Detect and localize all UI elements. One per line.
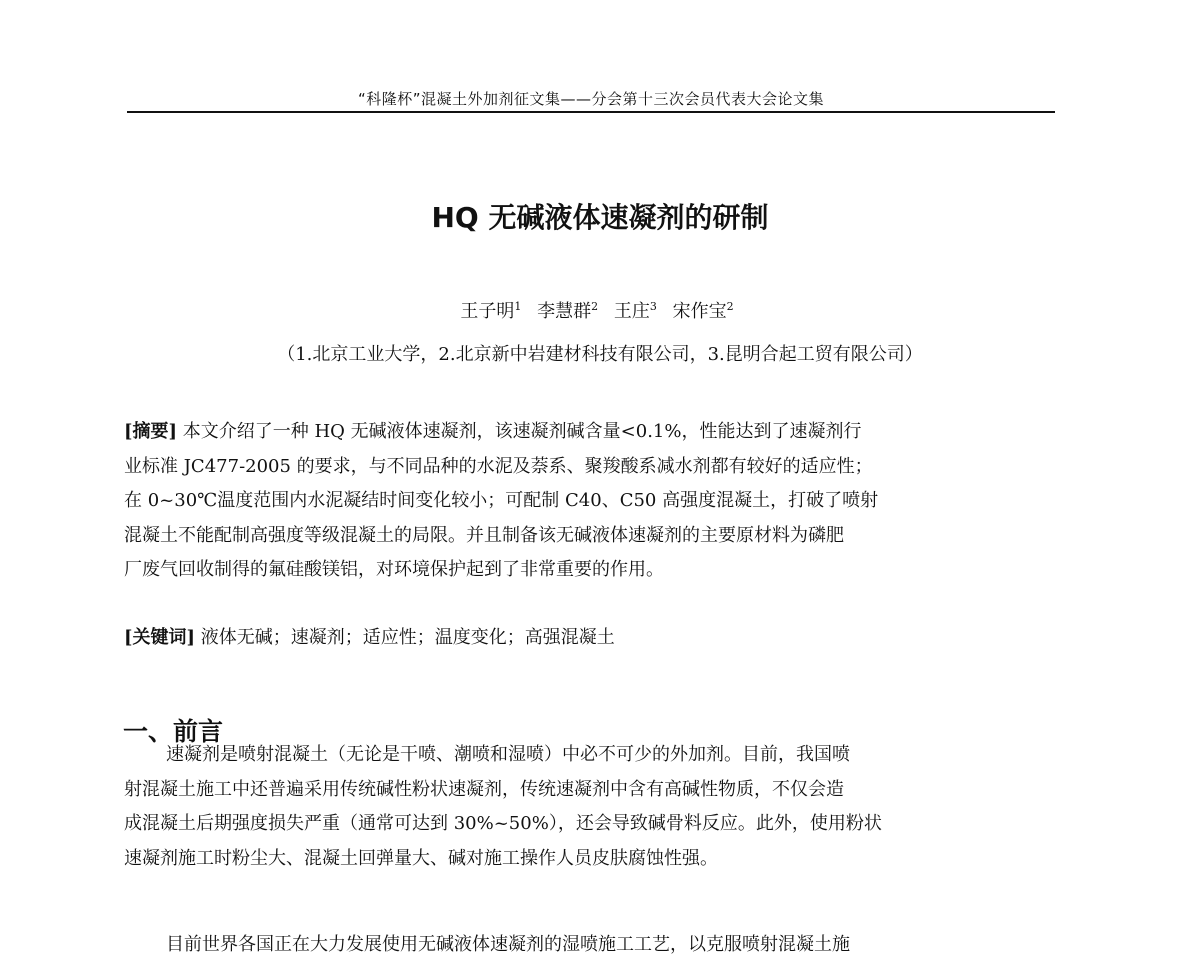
- author-name: 宋作宝: [672, 301, 727, 322]
- header-rule: [127, 111, 1055, 113]
- abstract-line: 厂废气回收制得的氟硅酸镁铝，对环境保护起到了非常重要的作用。: [124, 559, 664, 580]
- abstract-text: 本文介绍了一种 HQ 无碱液体速凝剂，该速凝剂碱含量<0.1%，性能达到了速凝剂行: [177, 421, 862, 442]
- running-header: “科隆杯”混凝土外加剂征文集——分会第十三次会员代表大会论文集: [357, 90, 825, 108]
- abstract-line: [124, 415, 1058, 450]
- author-name: 王庄: [613, 301, 650, 322]
- abstract-line: 在 0~30℃温度范围内水泥凝结时间变化较小；可配制 C40、C50 高强度混凝土，打破了喷射: [124, 490, 879, 511]
- abstract-label: [摘要]: [124, 421, 178, 442]
- body-paragraph: [124, 928, 1058, 963]
- body-line: 速凝剂施工时粉尘大、混凝土回弹量大、碱对施工操作人员皮肤腐蚀性强。: [124, 847, 718, 869]
- abstract: [124, 415, 1058, 588]
- author-name: 李慧群: [537, 301, 592, 322]
- keywords-text: 液体无碱；速凝剂；适应性；温度变化；高强混凝土: [195, 627, 615, 648]
- keywords-label: [关键词]: [124, 627, 196, 648]
- author-name: 王子明: [460, 301, 515, 322]
- author-list: [0, 297, 1200, 323]
- author-affil-mark: 2: [591, 300, 599, 313]
- author-affil-mark: 2: [726, 300, 734, 313]
- abstract-line: 业标准 JC477-2005 的要求，与不同品种的水泥及萘系、聚羧酸系减水剂都有较好的适应性；: [124, 455, 873, 477]
- body-line: 射混凝土施工中还普遍采用传统碱性粉状速凝剂，传统速凝剂中含有高碱性物质，不仅会造: [124, 778, 844, 800]
- body-line: 成混凝土后期强度损失严重（通常可达到 30%~50%），还会导致碱骨料反应。此外，使用粉状: [124, 813, 882, 834]
- keywords: [124, 623, 615, 649]
- body-line: 目前世界各国正在大力发展使用无碱液体速凝剂的湿喷施工工艺，以克服喷射混凝土施: [166, 934, 850, 955]
- body-line: 速凝剂是喷射混凝土（无论是干喷、潮喷和湿喷）中必不可少的外加剂。目前，我国喷: [166, 744, 850, 765]
- body-paragraph: [124, 738, 1058, 876]
- affiliations: （1.北京工业大学，2.北京新中岩建材科技有限公司，3.昆明合起工贸有限公司）: [277, 344, 923, 365]
- section-heading: 一、前言: [123, 717, 224, 746]
- author-affil-mark: 3: [649, 300, 657, 313]
- author-affil-mark: 1: [514, 300, 522, 313]
- paper-title: HQ 无碱液体速凝剂的研制: [431, 201, 769, 234]
- abstract-line: 混凝土不能配制高强度等级混凝土的局限。并且制备该无碱液体速凝剂的主要原材料为磷肥: [124, 524, 844, 546]
